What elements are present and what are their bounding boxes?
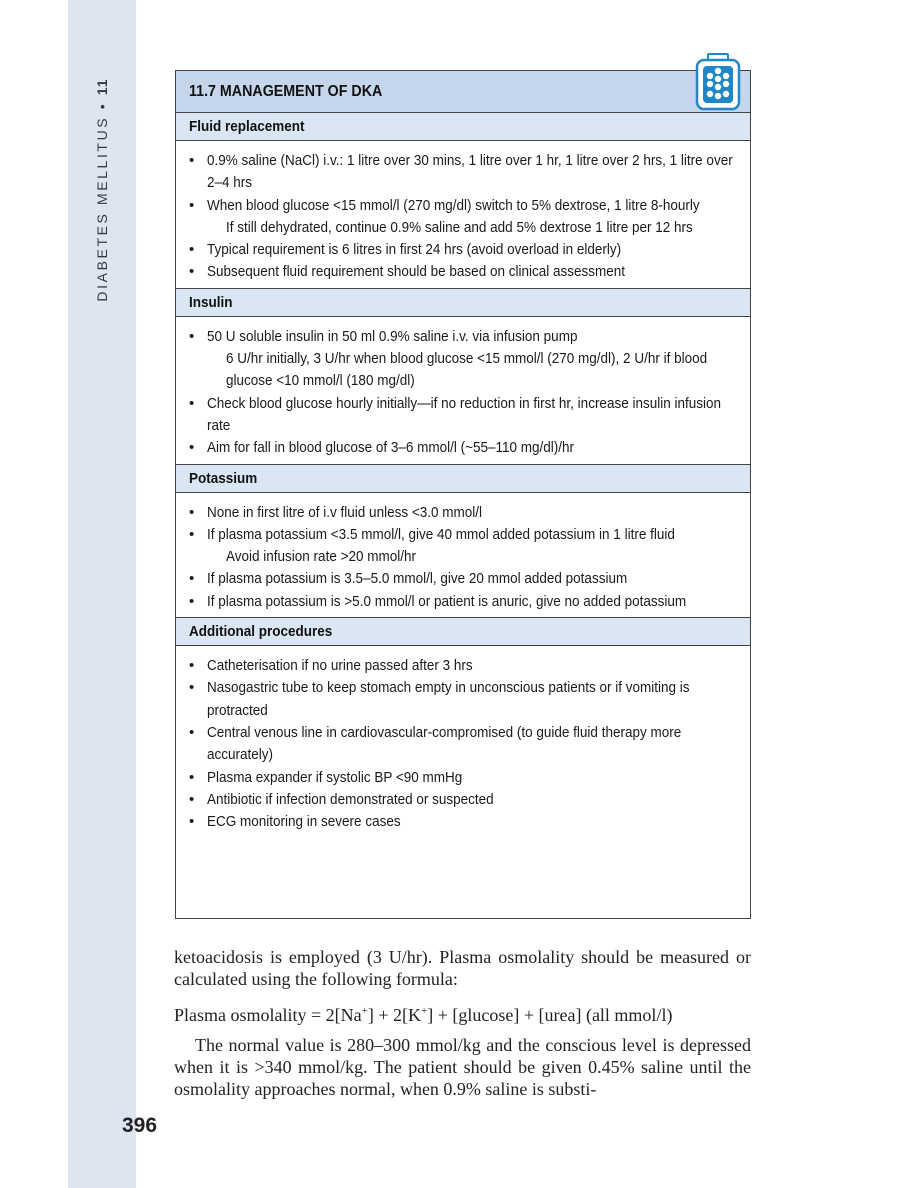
box-sections	[176, 113, 750, 837]
list-subitem: 6 U/hr initially, 3 U/hr when blood glucose <15 mmol/l (270 mg/dl), 2 U/hr if blood glucose <10 mmol/l (180 mg/dl)	[226, 350, 708, 390]
running-header	[94, 78, 110, 301]
list-item: • 50 U soluble insulin in 50 ml 0.9% saline i.v. via infusion pump	[189, 326, 740, 348]
list-item: • If plasma potassium is >5.0 mmol/l or patient is anuric, give no added potassium	[189, 591, 740, 613]
list-item: • Antibiotic if infection demonstrated or suspected	[189, 789, 740, 811]
list-item: • Subsequent fluid requirement should be based on clinical assessment	[189, 261, 740, 283]
body-paragraph-1: ketoacidosis is employed (3 U/hr). Plasma osmolality should be measured or calculated using the following formula:	[174, 947, 751, 989]
section-heading: Insulin	[176, 289, 750, 317]
section-list	[189, 150, 740, 284]
list-item: • Central venous line in cardiovascular-compromised (to guide fluid therapy more accurately)	[189, 722, 740, 767]
section-list	[189, 326, 740, 460]
section-body	[176, 646, 750, 837]
management-box	[175, 70, 751, 919]
section-list	[189, 655, 740, 833]
list-subitem: If still dehydrated, continue 0.9% saline and add 5% dextrose 1 litre per 12 hrs	[226, 218, 693, 236]
list-item: • Nasogastric tube to keep stomach empty in unconscious patients or if vomiting is protracted	[189, 677, 740, 722]
osmolality-formula: Plasma osmolality = 2[Na+] + 2[K+] + [glucose] + [urea] (all mmol/l)	[174, 1005, 673, 1025]
section-body	[176, 317, 750, 465]
chapter-title: DIABETES MELLITUS	[94, 115, 110, 302]
header-separator: •	[94, 101, 110, 110]
sample-jar-icon	[694, 53, 742, 111]
list-item: • Check blood glucose hourly initially—if no reduction in first hr, increase insulin infusion rate	[189, 393, 740, 438]
list-item: • 0.9% saline (NaCl) i.v.: 1 litre over 30 mins, 1 litre over 1 hr, 1 litre over 2 hrs, 1 litre over 2–4 hrs	[189, 150, 740, 195]
list-item: • Plasma expander if systolic BP <90 mmHg	[189, 767, 740, 789]
section-list	[189, 502, 740, 613]
section-body	[176, 141, 750, 289]
list-item: • Aim for fall in blood glucose of 3–6 mmol/l (~55–110 mg/dl)/hr	[189, 437, 740, 459]
list-item: • ECG monitoring in severe cases	[189, 811, 740, 833]
box-title: 11.7 MANAGEMENT OF DKA	[176, 71, 750, 113]
list-item: • Catheterisation if no urine passed after 3 hrs	[189, 655, 740, 677]
list-item: • Typical requirement is 6 litres in first 24 hrs (avoid overload in elderly)	[189, 239, 740, 261]
list-subitem: Avoid infusion rate >20 mmol/hr	[226, 548, 416, 566]
list-item: • When blood glucose <15 mmol/l (270 mg/dl) switch to 5% dextrose, 1 litre 8-hourly	[189, 195, 740, 217]
list-item: • None in first litre of i.v fluid unless <3.0 mmol/l	[189, 502, 740, 524]
section-heading: Fluid replacement	[176, 113, 750, 141]
list-item: • If plasma potassium is 3.5–5.0 mmol/l, give 20 mmol added potassium	[189, 568, 740, 590]
page-number: 396	[122, 1114, 158, 1137]
section-heading: Potassium	[176, 465, 750, 493]
list-item: • If plasma potassium <3.5 mmol/l, give 40 mmol added potassium in 1 litre fluid	[189, 524, 740, 546]
section-body	[176, 493, 750, 618]
body-paragraph-2: The normal value is 280–300 mmol/kg and the conscious level is depressed when it is >340 mmol/kg. The patient should be given 0.45% saline until the osmolality approaches normal, when 0.9% saline is substi-	[174, 1035, 751, 1099]
section-heading: Additional procedures	[176, 618, 750, 646]
chapter-number: 11	[94, 78, 110, 96]
